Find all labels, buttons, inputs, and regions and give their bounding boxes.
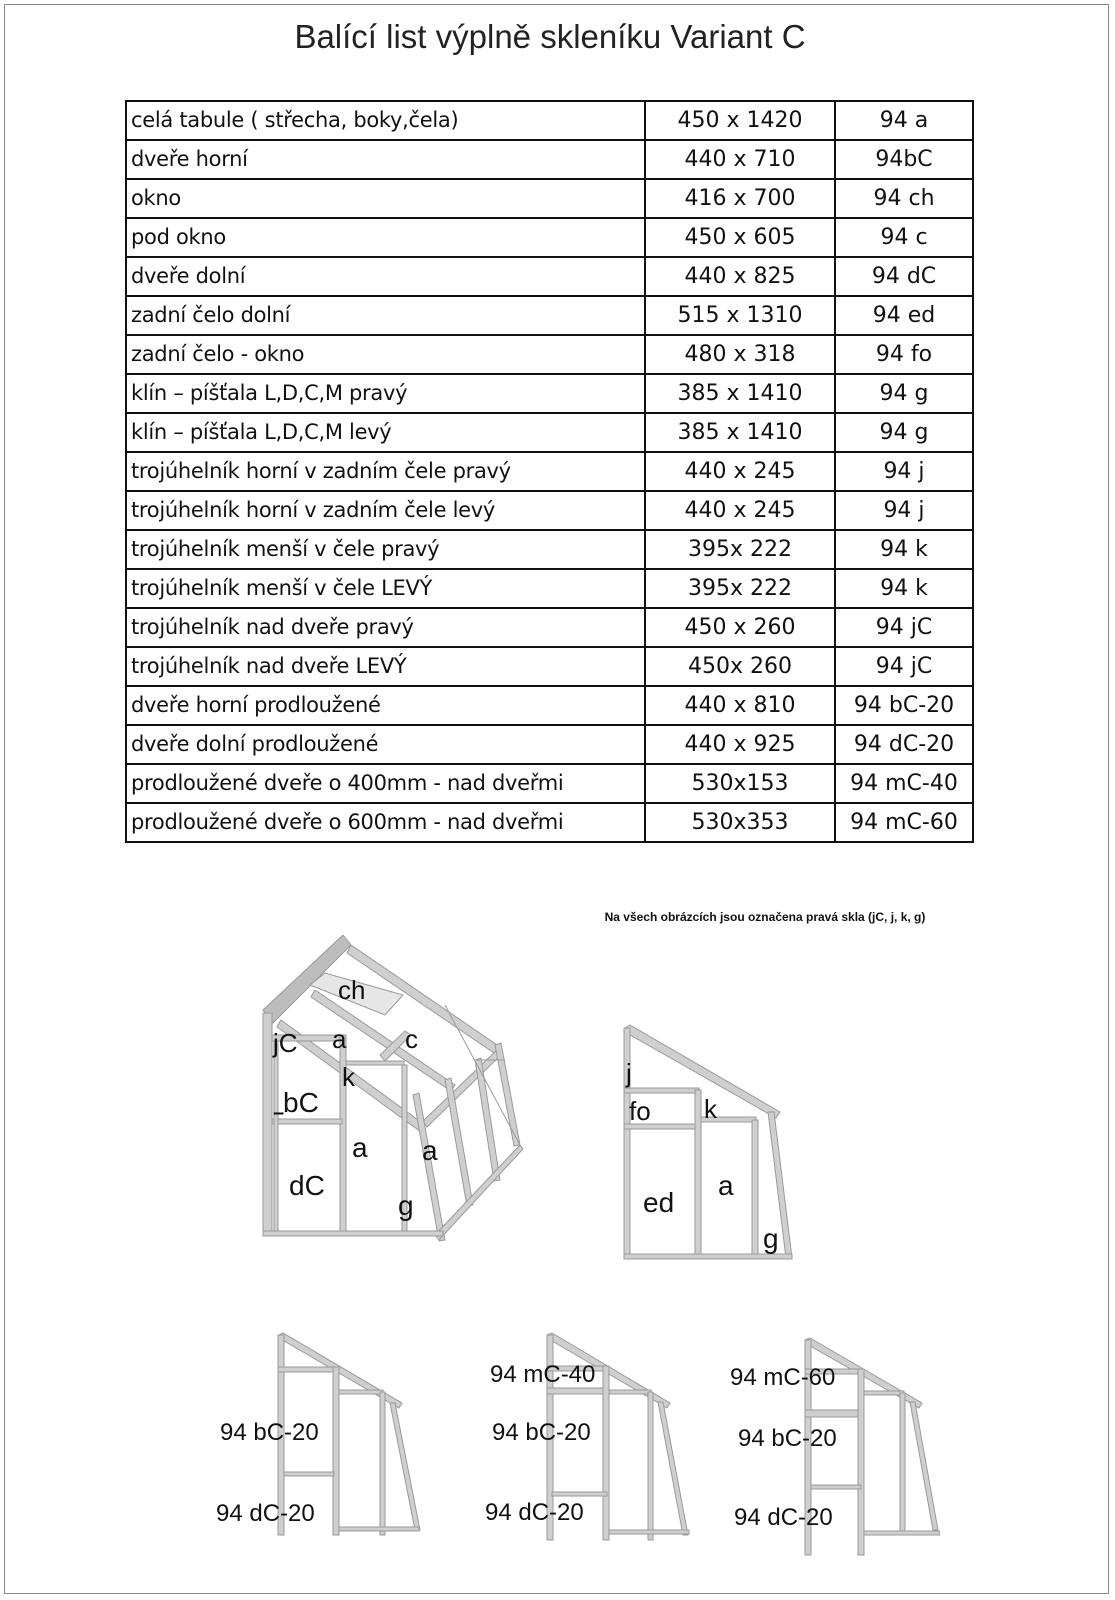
label-a-side: a xyxy=(422,1135,438,1166)
packing-list-table xyxy=(125,100,974,843)
dimensions-cell: 480 x 318 xyxy=(645,335,835,374)
dimensions-cell: 440 x 825 xyxy=(645,257,835,296)
label-jc: jC xyxy=(273,1028,298,1058)
page-title: Balící list výplně skleníku Variant C xyxy=(294,18,806,55)
table-row xyxy=(126,413,973,452)
item-name-cell: okno xyxy=(126,179,645,218)
table-row xyxy=(126,491,973,530)
dimensions-cell: 440 x 810 xyxy=(645,686,835,725)
dimensions-cell: 395x 222 xyxy=(645,530,835,569)
item-name-cell: dveře dolní xyxy=(126,257,645,296)
table-row xyxy=(126,101,973,140)
table-row xyxy=(126,374,973,413)
label-mc-40: 94 mC-40 xyxy=(490,1361,596,1388)
code-cell: 94bC xyxy=(835,140,973,179)
label-dc-20: 94 dC-20 xyxy=(734,1504,833,1531)
dimensions-cell: 395x 222 xyxy=(645,569,835,608)
dimensions-cell: 440 x 710 xyxy=(645,140,835,179)
label-fo: fo xyxy=(629,1096,651,1126)
item-name-cell: trojúhelník nad dveře LEVÝ xyxy=(126,647,645,686)
code-cell: 94 bC-20 xyxy=(835,686,973,725)
item-name-cell: trojúhelník menší v čele LEVÝ xyxy=(126,569,645,608)
table-row xyxy=(126,218,973,257)
label-dc-20: 94 dC-20 xyxy=(485,1499,584,1526)
dimensions-cell: 440 x 925 xyxy=(645,725,835,764)
label-bc-20: 94 bC-20 xyxy=(220,1419,319,1446)
divider-mark: – xyxy=(273,1102,285,1124)
dimensions-cell: 530x353 xyxy=(645,803,835,842)
label-k: k xyxy=(342,1062,355,1092)
table-row xyxy=(126,647,973,686)
item-name-cell: klín – píšťala L,D,C,M pravý xyxy=(126,374,645,413)
dimensions-cell: 385 x 1410 xyxy=(645,413,835,452)
code-cell: 94 k xyxy=(835,530,973,569)
item-name-cell: trojúhelník horní v zadním čele pravý xyxy=(126,452,645,491)
label-a: a xyxy=(718,1170,734,1201)
table-row xyxy=(126,452,973,491)
item-name-cell: zadní čelo dolní xyxy=(126,296,645,335)
code-cell: 94 j xyxy=(835,491,973,530)
dimensions-cell: 385 x 1410 xyxy=(645,374,835,413)
table-row xyxy=(126,140,973,179)
dimensions-cell: 450 x 605 xyxy=(645,218,835,257)
code-cell: 94 mC-60 xyxy=(835,803,973,842)
code-cell: 94 mC-40 xyxy=(835,764,973,803)
label-g: g xyxy=(398,1190,414,1221)
dimensions-cell: 450 x 260 xyxy=(645,608,835,647)
item-name-cell: dveře horní xyxy=(126,140,645,179)
door-600mm-diagram xyxy=(720,1335,940,1560)
footnote: Na všech obrázcích jsou označena pravá skla (jC, j, k, g) xyxy=(604,910,926,924)
label-a-front: a xyxy=(352,1132,368,1163)
table-row xyxy=(126,803,973,842)
code-cell: 94 dC-20 xyxy=(835,725,973,764)
table-row xyxy=(126,296,973,335)
code-cell: 94 ch xyxy=(835,179,973,218)
dimensions-cell: 440 x 245 xyxy=(645,452,835,491)
code-cell: 94 dC xyxy=(835,257,973,296)
dimensions-cell: 530x153 xyxy=(645,764,835,803)
code-cell: 94 g xyxy=(835,374,973,413)
item-name-cell: celá tabule ( střecha, boky,čela) xyxy=(126,101,645,140)
label-ed: ed xyxy=(643,1187,675,1218)
door-extended-diagram xyxy=(210,1325,430,1540)
label-k: k xyxy=(704,1094,717,1124)
code-cell: 94 fo xyxy=(835,335,973,374)
item-name-cell: pod okno xyxy=(126,218,645,257)
label-j: j xyxy=(626,1058,632,1088)
code-cell: 94 jC xyxy=(835,647,973,686)
item-name-cell: dveře horní prodloužené xyxy=(126,686,645,725)
code-cell: 94 a xyxy=(835,101,973,140)
code-cell: 94 j xyxy=(835,452,973,491)
label-a-roof: a xyxy=(332,1024,347,1054)
table-row xyxy=(126,569,973,608)
label-bc-20: 94 bC-20 xyxy=(738,1425,837,1452)
label-bc: bC xyxy=(283,1087,319,1118)
label-c: c xyxy=(405,1024,418,1054)
code-cell: 94 c xyxy=(835,218,973,257)
table-row xyxy=(126,725,973,764)
dimensions-cell: 416 x 700 xyxy=(645,179,835,218)
table-row xyxy=(126,686,973,725)
item-name-cell: trojúhelník nad dveře pravý xyxy=(126,608,645,647)
table-row xyxy=(126,179,973,218)
item-name-cell: prodloužené dveře o 600mm - nad dveřmi xyxy=(126,803,645,842)
item-name-cell: zadní čelo - okno xyxy=(126,335,645,374)
code-cell: 94 g xyxy=(835,413,973,452)
label-bc-20: 94 bC-20 xyxy=(492,1419,591,1446)
dimensions-cell: 440 x 245 xyxy=(645,491,835,530)
door-400mm-diagram xyxy=(470,1330,690,1545)
table-row xyxy=(126,608,973,647)
label-g: g xyxy=(763,1223,779,1254)
dimensions-cell: 450 x 1420 xyxy=(645,101,835,140)
label-dc-20: 94 dC-20 xyxy=(216,1500,315,1527)
label-ch: ch xyxy=(338,975,366,1005)
item-name-cell: dveře dolní prodloužené xyxy=(126,725,645,764)
item-name-cell: trojúhelník horní v zadním čele levý xyxy=(126,491,645,530)
table-row xyxy=(126,764,973,803)
code-cell: 94 jC xyxy=(835,608,973,647)
dimensions-cell: 515 x 1310 xyxy=(645,296,835,335)
item-name-cell: prodloužené dveře o 400mm - nad dveřmi xyxy=(126,764,645,803)
item-name-cell: klín – píšťala L,D,C,M levý xyxy=(126,413,645,452)
code-cell: 94 ed xyxy=(835,296,973,335)
item-name-cell: trojúhelník menší v čele pravý xyxy=(126,530,645,569)
table-row xyxy=(126,335,973,374)
label-dc: dC xyxy=(289,1170,325,1201)
greenhouse-back-diagram xyxy=(620,1020,810,1260)
table-row xyxy=(126,257,973,296)
dimensions-cell: 450x 260 xyxy=(645,647,835,686)
table-row xyxy=(126,530,973,569)
code-cell: 94 k xyxy=(835,569,973,608)
label-mc-60: 94 mC-60 xyxy=(730,1364,836,1391)
greenhouse-front-diagram xyxy=(255,935,535,1245)
